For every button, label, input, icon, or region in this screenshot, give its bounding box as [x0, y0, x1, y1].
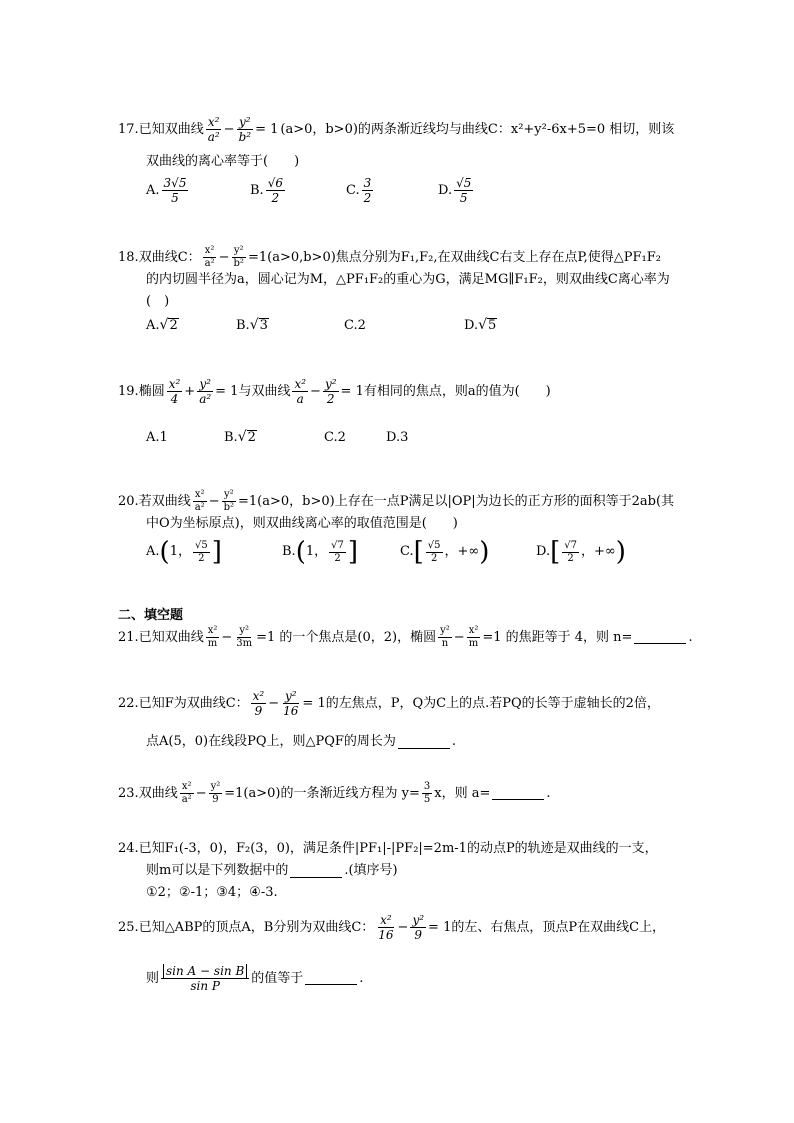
question-text: 有相同的焦点，则a的值为( ) [363, 383, 551, 399]
question-text: ( ) [146, 294, 170, 309]
question-number: 17. [118, 121, 139, 137]
question-17: 17. 已知双曲线 $\frac{\text{x²}}{\text{a²}}$ − $\frac{\text{y²}}{\text{b²}}$ = 1 (a>0，b>0)的两条渐近线均与曲线C：x²+y²-6x+5=0 相切，则该 双曲线的离心率等于( ) A. $\frac{3√5}{5}$ B. $\frac{√6}{2}$ C. $\frac{3}{2}$ D. $\frac{√5}{5}$ [118, 116, 698, 204]
section-title: 二、填空题 [118, 608, 184, 623]
option-b: B. √ 2 [224, 429, 256, 446]
question-text: =1(a>0，b>0)上存在一点P满足以|OP|为边长的正方形的面积等于2ab(其 [238, 493, 675, 509]
question-text: 已知△ABP的顶点A，B分别为双曲线C： [138, 919, 375, 935]
question-text: 已知双曲线 [138, 629, 204, 645]
question-text: =1 的一个焦点是(0，2)，椭圆 [256, 629, 437, 645]
question-18: 18. 双曲线C： $\frac{\text{x²}}{\text{a²}}$ − $\frac{\text{y²}}{\text{b²}}$ =1(a>0,b>0)焦点分别为F₁,F₂,在双曲线C右支上存在点P,使得△PF₁F₂ 的内切圆半径为a，圆心记为M，△PF₁F₂的重心为G，满足MG∥F₁F₂，则双曲线C离心率为 ( ) A. √ 2 B. √ 3 C.2 D. √ 5 [118, 246, 698, 337]
option-c: C. [ $\frac{√5}{2}$ ， +∞ ) [400, 537, 490, 567]
question-text: 的值等于 [251, 970, 304, 986]
option-a: A. ( 1 ， $\frac{√5}{2}$ ] [146, 537, 222, 567]
question-25: 25. 已知△ABP的顶点A，B分别为双曲线C： $\frac{\text{x²}}{16}$ − $\frac{\text{y²}}{9}$ = 1 的左、右焦点，顶点P在双曲线C上， 则 $\frac{\text{sin A − sin B}}{\text{sin P}}$ 的值等于 . [118, 913, 666, 993]
question-text: 点A(5，0)在线段PQ上，则△PQF的周长为 [146, 734, 396, 749]
option-c: C.2 [324, 430, 346, 445]
question-22: 22. 已知F为双曲线C： $\frac{\text{x²}}{9}$ − $\frac{\text{y²}}{16}$ = 1 的左焦点，P，Q为C上的点.若PQ的长等于虚轴长的2倍， 点A(5，0)在线段PQ上，则△PQF的周长为 . [118, 690, 698, 753]
option-d: D. $\frac{√5}{5}$ [438, 176, 472, 205]
question-text: ①2；②-1；③4；④-3. [146, 885, 278, 900]
question-text: 若双曲线 [138, 493, 191, 509]
question-text: 的内切圆半径为a，圆心记为M，△PF₁F₂的重心为G，满足MG∥F₁F₂，则双曲线C离心率为 [146, 272, 670, 287]
option-b: B. √ 3 [236, 317, 268, 334]
answer-blank[interactable] [398, 736, 450, 749]
question-text: 则m可以是下列数据中的 [146, 863, 289, 878]
question-text: 已知F为双曲线C： [138, 695, 249, 711]
option-a: A.1 [146, 430, 168, 445]
option-d: D. √ 5 [464, 317, 497, 334]
question-text: =1 的焦距等于 4，则 n= [482, 629, 633, 645]
option-c: C. $\frac{3}{2}$ [346, 176, 372, 205]
option-b: B. $\frac{√6}{2}$ [250, 176, 283, 205]
question-text: 的左、右焦点，顶点P在双曲线C上， [451, 919, 666, 935]
option-c: C.2 [344, 318, 366, 333]
options [118, 427, 698, 449]
question-text: =1(a>0)的一条渐近线方程为 y= [224, 785, 420, 801]
fraction-y2-b2: $\frac{\text{y²}}{\text{b²}}$ [238, 115, 252, 144]
question-text: 的左焦点，P，Q为C上的点.若PQ的长等于虚轴长的2倍， [325, 695, 660, 711]
question-text: (a>0，b>0)的两条渐近线均与曲线C：x²+y²-6x+5=0 相切，则该 [280, 121, 675, 137]
options [118, 177, 698, 204]
question-24: 24. 已知F₁(-3，0)，F₂(3，0)，满足条件|PF₁|-|PF₂|=2m-1的动点P的轨迹是双曲线的一支， 则m可以是下列数据中的 .(填序号) ①2；②-1；③4；④-3. [118, 838, 698, 904]
question-text: =1(a>0,b>0)焦点分别为F₁,F₂,在双曲线C右支上存在点P,使得△PF₁F₂ [247, 249, 661, 265]
answer-blank[interactable] [290, 865, 342, 878]
question-20: 20. 若双曲线 $\frac{\text{x²}}{\text{a²}}$ − $\frac{\text{y²}}{\text{b²}}$ =1(a>0，b>0)上存在一点P满足以|OP|为边长的正方形的面积等于2ab(其 中O为坐标原点)，则双曲线离心率的取值范围是( ) A. ( 1 ， $\frac{√5}{2}$ ] B. ( 1 ， $\frac{√7}{2}$ ] C. [ $\frac{√5}{2}$ ， +∞ ) D. [ $\frac{√7}{2}$ ， +∞ ) [118, 490, 698, 565]
fraction-x2-a2: $\frac{\text{x²}}{\text{a²}}$ [207, 115, 220, 144]
option-b: B. ( 1 ， $\frac{√7}{2}$ ] [282, 537, 359, 567]
question-text: .(填序号) [344, 863, 398, 878]
fraction-sine-ratio: $\frac{\text{sin A − sin B}}{\text{sin P}}$ [161, 965, 249, 992]
question-text: x，则 a= [434, 785, 491, 801]
question-21: 21. 已知双曲线 $\frac{\text{x²}}{m}$ − $\frac{\text{y²}}{3m}$ =1 的一个焦点是(0，2)，椭圆 $\frac{\text{y²}}{n}$ − $\frac{\text{x²}}{m}$ =1 的焦距等于 4，则 n= . [118, 625, 693, 649]
question-text: 双曲线C： [138, 249, 201, 265]
answer-blank[interactable] [305, 972, 357, 985]
question-text: 双曲线的离心率等于( ) [146, 154, 300, 169]
question-text: 则 [146, 970, 160, 986]
question-text: 已知F₁(-3，0)，F₂(3，0)，满足条件|PF₁|-|PF₂|=2m-1的动点P的轨迹是双曲线的一支， [138, 841, 658, 856]
question-23: 23. 双曲线 $\frac{\text{x²}}{\text{a²}}$ − $\frac{\text{y²}}{9}$ =1(a>0)的一条渐近线方程为 y= $\frac{3}{5}$ x，则 a= . [118, 781, 551, 805]
question-19: 19. 椭圆 $\frac{\text{x²}}{4}$ + $\frac{\text{y²}}{\text{a²}}$ = 1 与双曲线 $\frac{\text{x²}}{a}$ − $\frac{\text{y²}}{2}$ = 1 有相同的焦点，则a的值为( ) A.1 B. √ 2 C.2 D.3 [118, 378, 698, 449]
option-a: A. √ 2 [146, 317, 178, 334]
option-a: A. $\frac{3√5}{5}$ [146, 176, 187, 205]
answer-blank[interactable] [634, 631, 686, 644]
question-text: 与双曲线 [238, 383, 291, 399]
answer-blank[interactable] [492, 787, 544, 800]
options [118, 315, 698, 337]
question-text: 中O为坐标原点)，则双曲线离心率的取值范围是( ) [146, 516, 458, 531]
question-text: 椭圆 [138, 383, 165, 399]
options [118, 539, 698, 565]
question-text: 已知双曲线 [138, 121, 204, 137]
question-text: 双曲线 [138, 785, 178, 801]
option-d: D. [ $\frac{√7}{2}$ ， +∞ ) [536, 537, 626, 567]
option-d: D.3 [386, 430, 409, 445]
